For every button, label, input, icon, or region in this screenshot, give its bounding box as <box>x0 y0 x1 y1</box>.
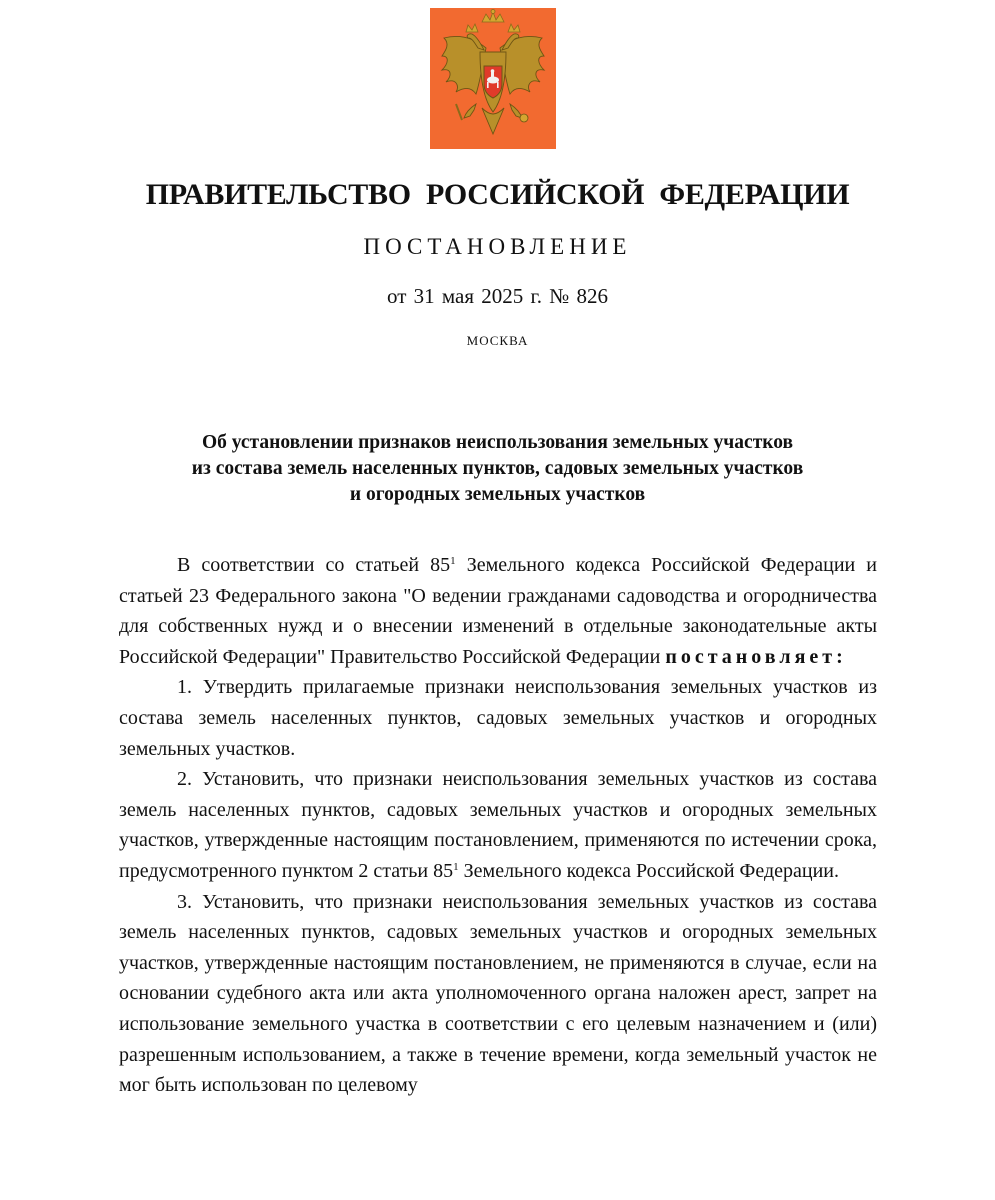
article-superscript: 1 <box>450 555 456 567</box>
article-superscript: 1 <box>453 860 459 873</box>
preamble-paragraph <box>119 550 877 672</box>
item-paragraph-1: 1. Утвердить прилагаемые признаки неиспользования земельных участков из состава земель населенных пунктов, садовых земельных участков и огородных земельных участков. <box>119 676 877 760</box>
document-body <box>119 550 877 1101</box>
document-date-number: от 31 мая 2025 г. № 826 <box>386 284 609 308</box>
government-title: ПРАВИТЕЛЬСТВО РОССИЙСКОЙ ФЕДЕРАЦИИ <box>145 178 850 211</box>
document-type: ПОСТАНОВЛЕНИЕ <box>363 234 632 259</box>
item-paragraph-2 <box>119 764 877 886</box>
subject-line: и огородных земельных участков <box>349 484 646 505</box>
resolves-word: постановляет: <box>665 645 847 668</box>
coat-of-arms-icon <box>430 8 556 149</box>
preamble-text: В соответствии со статьей 85 <box>177 554 451 576</box>
preamble-text: Земельного кодекса Российской Федерации и статьей 23 Федерального закона "О ведении гражданами садоводства и огородничества для собственных нужд и о внесении изменений в отдельные законодательные акты Российской Федерации" Правительство Российской Федерации <box>119 554 877 668</box>
subject-line: Об установлении признаков неиспользования земельных участков <box>201 432 794 453</box>
item-text: Земельного кодекса Российской Федерации. <box>458 859 839 882</box>
document-city: МОСКВА <box>466 333 529 348</box>
subject-line: из состава земель населенных пунктов, садовых земельных участков <box>191 458 804 479</box>
item-text: 2. Установить, что признаки неиспользования земельных участков из состава земель населенных пунктов, садовых земельных участков и огородных земельных участков, утвержденные настоящим постановлением, применяются по истечении срока, предусмотренного пунктом 2 статьи 85 <box>119 768 877 882</box>
item-paragraph-3: 3. Установить, что признаки неиспользования земельных участков из состава земель населенных пунктов, садовых земельных участков и огородных земельных участков, утвержденные настоящим постановлением, не применяются в случае, если на основании судебного акта или акта уполномоченного органа наложен арест, запрет на использование земельного участка в соответствии с его целевым назначением и (или) разрешенным использованием, а также в течение времени, когда земельный участок не мог быть использован по целевому <box>119 890 877 1097</box>
document-subject <box>100 430 895 508</box>
